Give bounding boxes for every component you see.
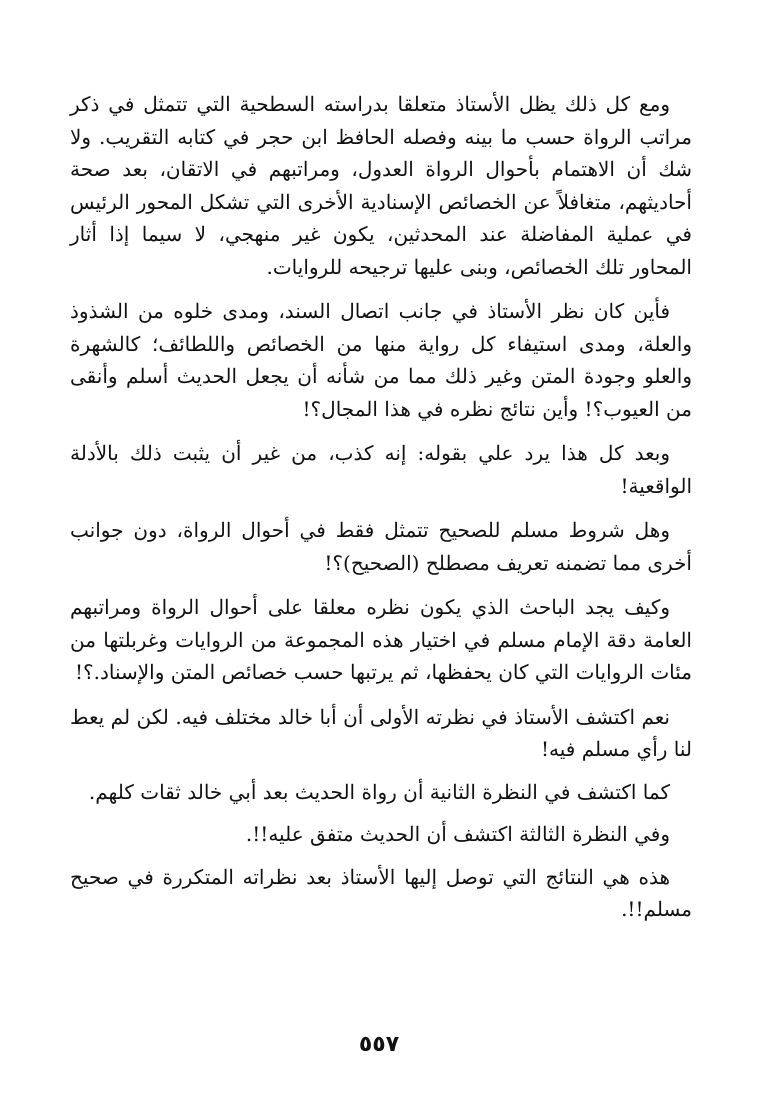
paragraph-1: ومع كل ذلك يظل الأستاذ متعلقا بدراسته السطحية التي تتمثل في ذكر مراتب الرواة حسب ما بينه وفصله الحافظ ابن حجر في كتابه التقريب. ولا شك أن الاهتمام بأحوال الرواة العدول، ومراتبهم في الاتقان، بعد صحة أحاديثهم، متغافلاً عن الخصائص الإسنادية الأخرى التي تشكل المحور الرئيس في عملية المفاضلة عند المحدثين، يكون غير منهجي، لا سيما إذا أثار المحاور تلك الخصائص، وبنى عليها ترجيحه للروايات.	[70, 92, 692, 279]
paragraph-2: فأين كان نظر الأستاذ في جانب اتصال السند، ومدى خلوه من الشذوذ والعلة، ومدى استيفاء كل رواية منها من الخصائص واللطائف؛ كالشهرة والعلو وجودة المتن وغير ذلك مما من شأنه أن يجعل الحديث أسلم وأنقى من العيوب؟! وأين نتائج نظره في هذا المجال؟!	[70, 299, 692, 421]
paragraph-5: وكيف يجد الباحث الذي يكون نظره معلقا على أحوال الرواة ومراتبهم العامة دقة الإمام مسلم في اختيار هذه المجموعة من الروايات وغربلتها من مئات الروايات التي كان يحفظها، ثم يرتبها حسب خصائص المتن والإسناد.؟!	[70, 595, 692, 684]
page-number: ٥٥٧	[358, 1032, 400, 1057]
paragraph-4: وهل شروط مسلم للصحيح تتمثل فقط في أحوال الرواة، دون جوانب أخرى مما تضمنه تعريف مصطلح (الصحيح)؟!	[70, 518, 692, 575]
page-body	[70, 88, 692, 936]
paragraph-7: كما اكتشف في النظرة الثانية أن رواة الحديث بعد أبي خالد ثقات كلهم.	[88, 779, 670, 804]
paragraph-3: وبعد كل هذا يرد علي بقوله: إنه كذب، من غير أن يثبت ذلك بالأدلة الواقعية!	[70, 441, 692, 498]
paragraph-9: هذه هي النتائج التي توصل إليها الأستاذ بعد نظراته المتكررة في صحيح مسلم!!.	[70, 864, 692, 921]
paragraph-6: نعم اكتشف الأستاذ في نظرته الأولى أن أبا خالد مختلف فيه. لكن لم يعط لنا رأي مسلم فيه!	[70, 704, 692, 761]
paragraph-8: وفي النظرة الثالثة اكتشف أن الحديث متفق عليه!!.	[245, 822, 670, 846]
